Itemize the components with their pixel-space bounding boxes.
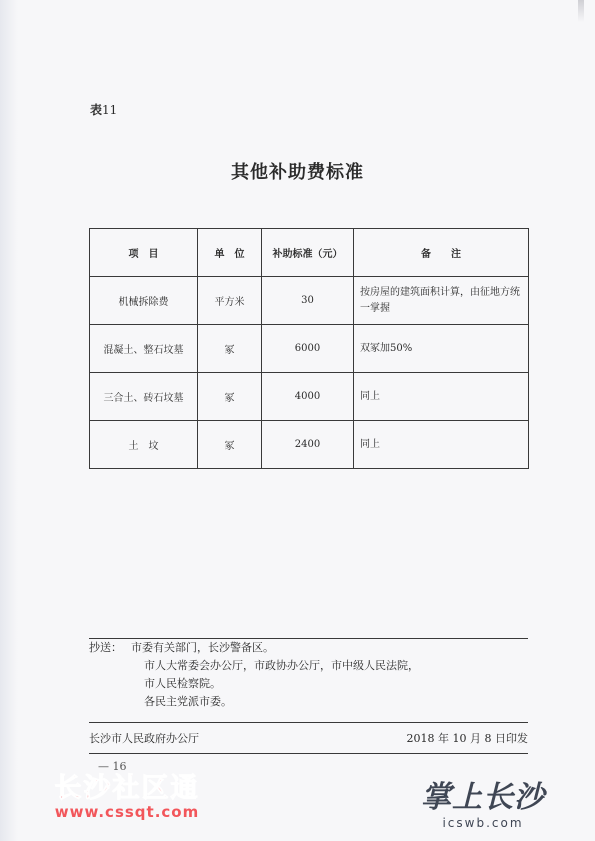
subsidy-table bbox=[89, 228, 529, 469]
cell-remarks: 同上 bbox=[354, 421, 529, 469]
cell-standard: 4000 bbox=[262, 373, 354, 421]
watermark-icswb-name: 掌上长沙 bbox=[421, 780, 545, 815]
watermark-cssqt-name: 长沙社区通 bbox=[54, 773, 200, 804]
table-header-row bbox=[90, 229, 529, 277]
distribution-line: 市委有关部门，长沙警备区。 bbox=[131, 641, 274, 654]
issuer-name: 长沙市人民政府办公厅 bbox=[89, 732, 199, 745]
cell-remarks: 双冢加50% bbox=[354, 325, 529, 373]
issuer-footer bbox=[89, 722, 528, 754]
cell-remarks: 按房屋的建筑面积计算，由征地方统一掌握 bbox=[354, 277, 529, 325]
page-edge-shadow bbox=[0, 0, 18, 841]
header-standard: 补助标准（元） bbox=[262, 229, 354, 277]
header-unit: 单 位 bbox=[198, 229, 262, 277]
table-row bbox=[90, 325, 529, 373]
watermark-cssqt bbox=[12, 766, 242, 821]
header-item: 项 目 bbox=[90, 229, 198, 277]
cell-standard: 6000 bbox=[262, 325, 354, 373]
cell-item: 混凝土、整石坟墓 bbox=[90, 325, 198, 373]
issue-date: 2018 年 10 月 8 日印发 bbox=[406, 732, 528, 745]
cell-unit: 冢 bbox=[198, 421, 262, 469]
distribution-line: 市人大常委会办公厅，市政协办公厅，市中级人民法院， bbox=[144, 659, 419, 672]
table-row bbox=[90, 277, 529, 325]
distribution-line: 市人民检察院。 bbox=[144, 677, 221, 690]
cell-unit: 平方米 bbox=[198, 277, 262, 325]
cell-standard: 30 bbox=[262, 277, 354, 325]
cell-unit: 冢 bbox=[198, 325, 262, 373]
table-row bbox=[90, 421, 529, 469]
table-label-prefix: 表 bbox=[90, 103, 103, 117]
scan-corner-mark bbox=[578, 0, 584, 22]
table-label bbox=[90, 101, 117, 118]
table-label-number: 11 bbox=[102, 103, 118, 117]
page-number: — 16 bbox=[98, 760, 127, 773]
watermark-icswb bbox=[388, 772, 578, 830]
cell-unit: 冢 bbox=[198, 373, 262, 421]
cell-item: 三合土、砖石坟墓 bbox=[90, 373, 198, 421]
document-title: 其他补助费标准 bbox=[231, 162, 364, 183]
cell-item: 机械拆除费 bbox=[90, 277, 198, 325]
distribution-first-line bbox=[89, 639, 528, 657]
table-row bbox=[90, 373, 529, 421]
cell-remarks: 同上 bbox=[354, 373, 529, 421]
distribution-block bbox=[89, 638, 528, 711]
distribution-line: 各民主党派市委。 bbox=[144, 695, 232, 708]
distribution-label: 抄送： bbox=[89, 641, 122, 654]
cell-standard: 2400 bbox=[262, 421, 354, 469]
header-remarks: 备 注 bbox=[354, 229, 529, 277]
cell-item: 土 坟 bbox=[90, 421, 198, 469]
watermark-cssqt-url: www.cssqt.com bbox=[54, 803, 200, 821]
watermark-icswb-url: icswb.com bbox=[442, 816, 524, 830]
